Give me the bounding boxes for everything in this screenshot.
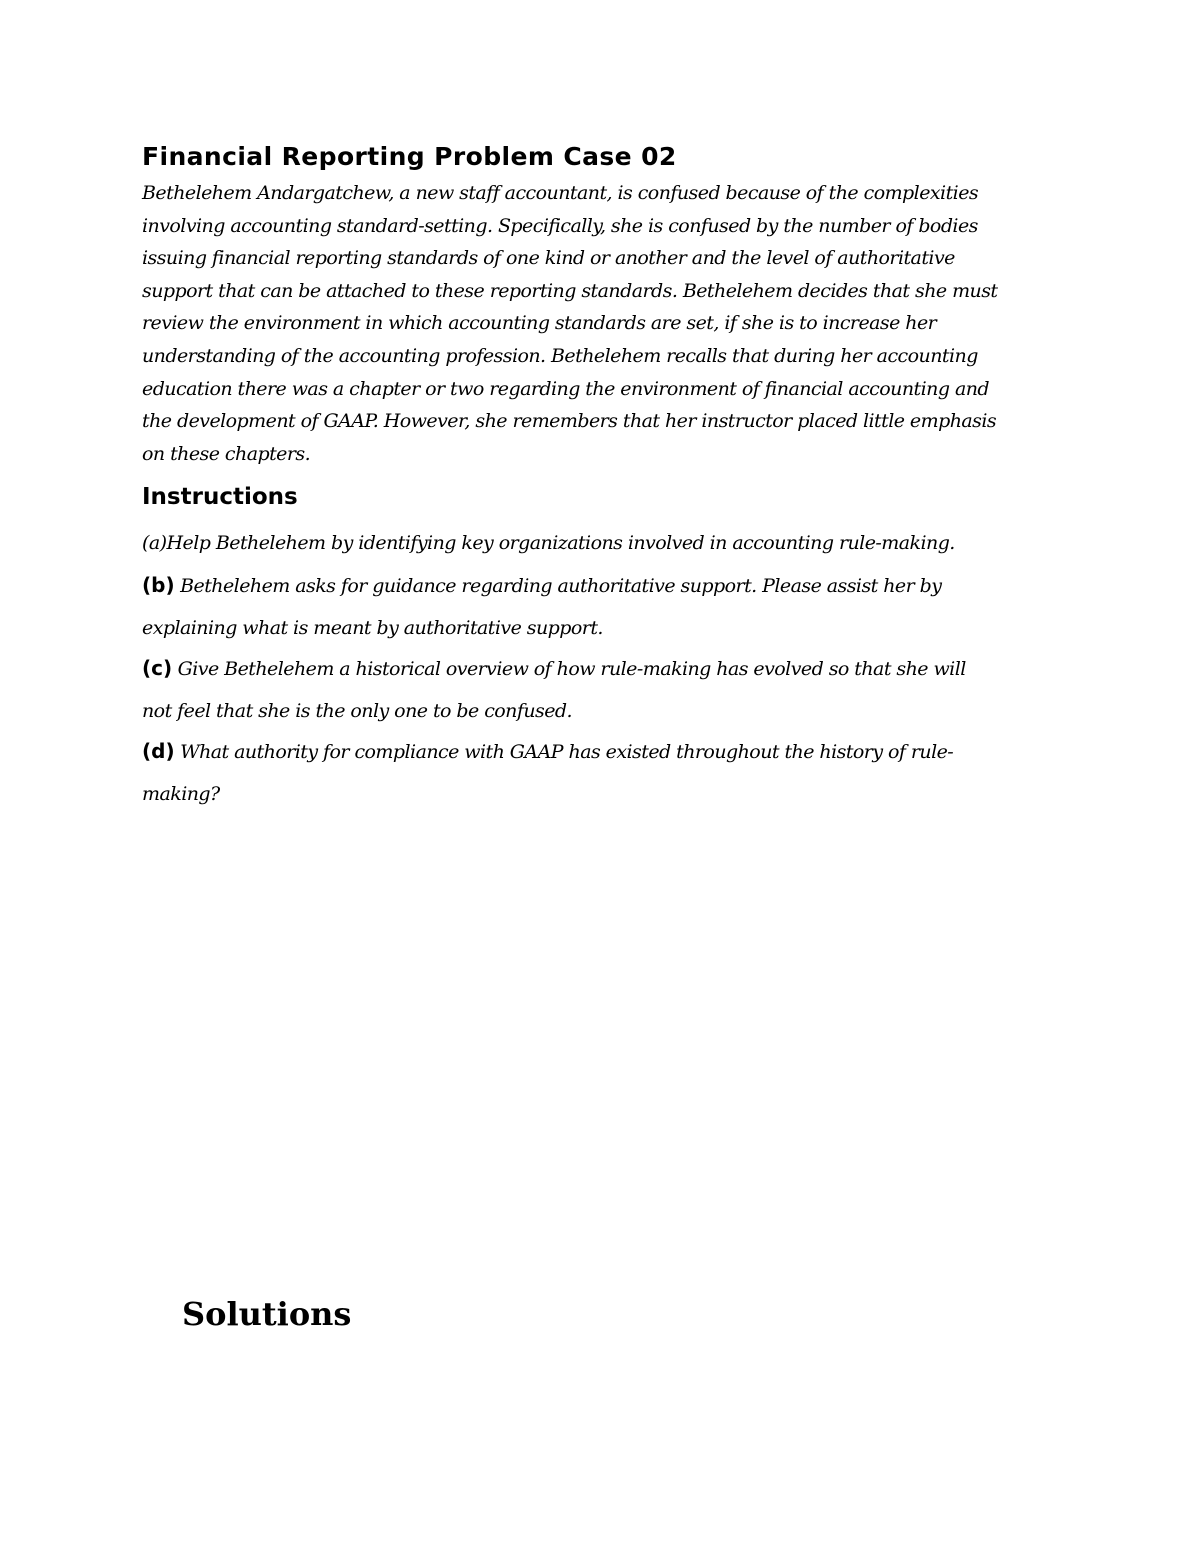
question-d-marker: (d) bbox=[142, 739, 175, 763]
question-d-line-1 bbox=[142, 731, 1062, 774]
intro-line: on these chapters. bbox=[142, 442, 311, 465]
document-title: Financial Reporting Problem Case 02 bbox=[142, 142, 677, 171]
question-b-line-1 bbox=[142, 565, 1062, 608]
question-a-text: (a)Help Bethelehem by identifying key organizations involved in accounting rule-making. bbox=[142, 532, 955, 554]
question-d bbox=[142, 731, 1062, 815]
intro-line: review the environment in which accounting standards are set, if she is to increase her bbox=[142, 312, 937, 335]
question-c bbox=[142, 648, 1062, 732]
question-b-marker: (b) bbox=[142, 573, 175, 597]
intro-line: Bethelehem Andargatchew, a new staff accountant, is confused because of the complexities bbox=[142, 182, 979, 204]
question-d-text: What authority for compliance with GAAP has existed throughout the history of rule- bbox=[174, 741, 954, 763]
intro-line: involving accounting standard-setting. Specifically, she is confused by the number of bodies bbox=[142, 214, 978, 237]
intro-line: education there was a chapter or two regarding the environment of financial accounting and bbox=[142, 377, 990, 400]
question-c-marker: (c) bbox=[142, 656, 173, 680]
question-c-line-2: not feel that she is the only one to be confused. bbox=[142, 699, 573, 722]
case-intro-paragraph bbox=[142, 177, 1062, 470]
question-b-line-2: explaining what is meant by authoritative support. bbox=[142, 616, 603, 639]
intro-line: support that can be attached to these reporting standards. Bethelehem decides that she must bbox=[142, 279, 998, 302]
question-c-text: Give Bethelehem a historical overview of how rule-making has evolved so that she will bbox=[172, 658, 966, 680]
solutions-heading: Solutions bbox=[182, 1295, 352, 1333]
question-d-line-2: making? bbox=[142, 782, 220, 805]
intro-line: the development of GAAP. However, she remembers that her instructor placed little emphasis bbox=[142, 410, 997, 433]
question-a bbox=[142, 523, 1062, 565]
instructions-heading: Instructions bbox=[142, 484, 298, 510]
intro-line: understanding of the accounting profession. Bethelehem recalls that during her accounting bbox=[142, 344, 978, 367]
intro-line: issuing financial reporting standards of one kind or another and the level of authoritative bbox=[142, 247, 955, 270]
question-c-line-1 bbox=[142, 648, 1062, 691]
question-b bbox=[142, 565, 1062, 649]
question-b-text: Bethelehem asks for guidance regarding authoritative support. Please assist her by bbox=[174, 575, 942, 597]
